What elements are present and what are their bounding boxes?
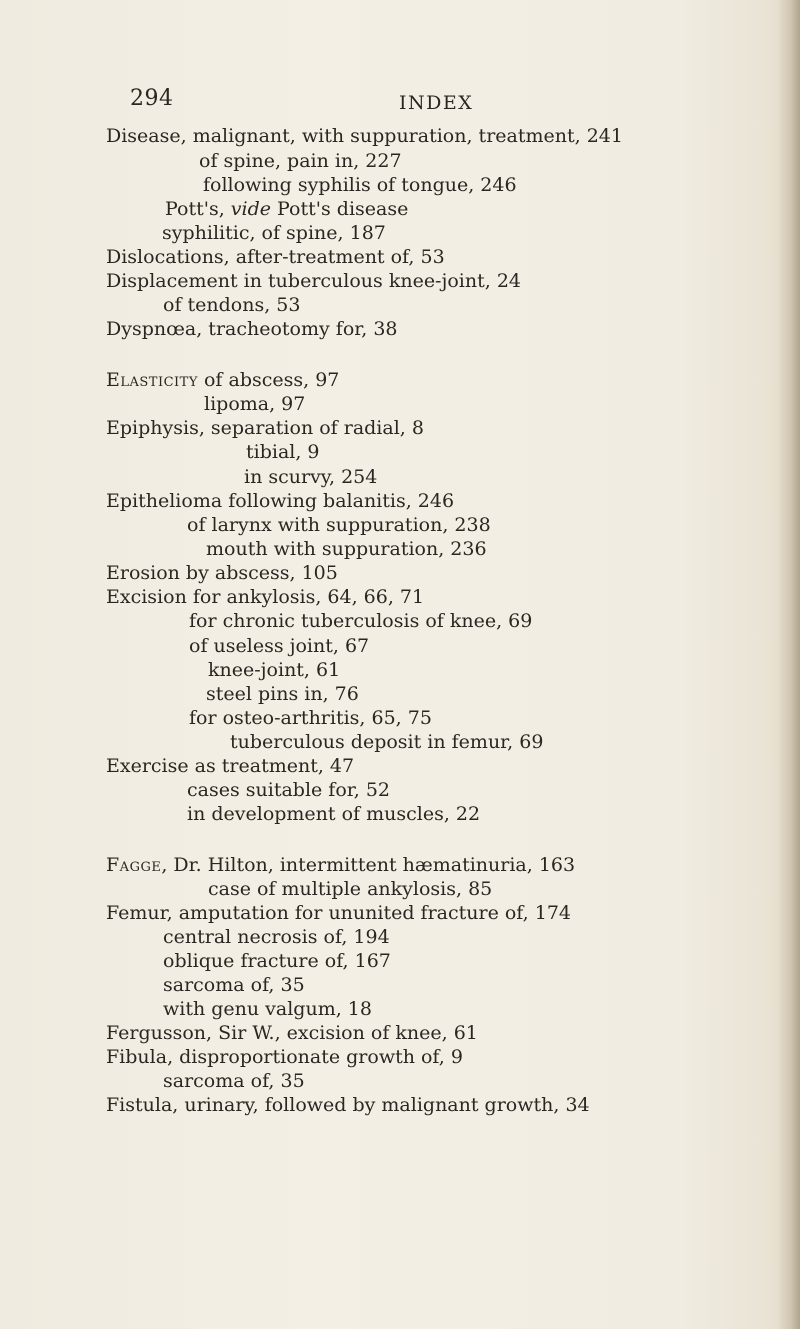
index-subentry: for osteo-arthritis, 65, 75: [189, 707, 432, 729]
index-entry: Dislocations, after-treatment of, 53: [106, 246, 445, 268]
index-entry: Fergusson, Sir W., excision of knee, 61: [106, 1022, 478, 1044]
entry-italic: vide: [230, 198, 271, 220]
entry-headword: Fagge: [106, 854, 162, 876]
index-entry: [106, 368, 339, 392]
page-number: 294: [130, 86, 174, 111]
entry-text: Pott's,: [165, 198, 231, 220]
index-subentry: in development of muscles, 22: [187, 803, 481, 825]
index-entry: Disease, malignant, with suppuration, treatment, 241: [106, 125, 623, 147]
index-subentry: central necrosis of, 194: [163, 926, 390, 948]
index-entry: Femur, amputation for ununited fracture of, 174: [106, 902, 572, 924]
index-entry: Fistula, urinary, followed by malignant growth, 34: [106, 1094, 590, 1116]
index-subentry: of spine, pain in, 227: [199, 150, 402, 172]
index-entry: Fibula, disproportionate growth of, 9: [106, 1046, 463, 1068]
index-subentry: oblique fracture of, 167: [163, 950, 391, 972]
index-subentry: tibial, 9: [246, 441, 320, 463]
entry-text: Pott's disease: [271, 198, 409, 220]
index-subentry: of tendons, 53: [163, 294, 301, 316]
index-entry: Displacement in tuberculous knee-joint, 24: [106, 270, 522, 292]
index-subentry: for chronic tuberculosis of knee, 69: [189, 610, 533, 632]
index-entry: Dyspnœa, tracheotomy for, 38: [106, 318, 398, 340]
index-entry: Exercise as treatment, 47: [106, 755, 355, 777]
index-subentry: mouth with suppuration, 236: [206, 538, 487, 560]
index-subentry: of larynx with suppuration, 238: [187, 514, 491, 536]
index-subentry: steel pins in, 76: [206, 683, 359, 705]
index-entry: [106, 853, 575, 877]
entry-text: of abscess, 97: [197, 369, 340, 391]
entry-headword: Elasticity: [106, 369, 198, 391]
index-entry: Erosion by abscess, 105: [106, 562, 338, 584]
index-subentry: following syphilis of tongue, 246: [203, 174, 517, 196]
entry-text: , Dr. Hilton, intermittent hæmatinuria, 163: [161, 854, 576, 876]
index-subentry: tuberculous deposit in femur, 69: [230, 731, 544, 753]
running-head: INDEX: [399, 92, 474, 114]
index-subentry: knee-joint, 61: [208, 659, 341, 681]
index-subentry: in scurvy, 254: [244, 466, 378, 488]
index-entry: Excision for ankylosis, 64, 66, 71: [106, 586, 425, 608]
index-subentry: of useless joint, 67: [189, 635, 370, 657]
index-subentry: lipoma, 97: [204, 393, 306, 415]
index-subentry: [165, 197, 408, 221]
page-edge-shadow: [778, 0, 800, 1329]
index-subentry: case of multiple ankylosis, 85: [208, 878, 493, 900]
index-subentry: sarcoma of, 35: [163, 974, 305, 996]
index-subentry: cases suitable for, 52: [187, 779, 391, 801]
index-entry: Epithelioma following balanitis, 246: [106, 490, 455, 512]
index-entry: Epiphysis, separation of radial, 8: [106, 417, 424, 439]
index-subentry: syphilitic, of spine, 187: [162, 222, 386, 244]
index-subentry: with genu valgum, 18: [163, 998, 372, 1020]
index-subentry: sarcoma of, 35: [163, 1070, 305, 1092]
